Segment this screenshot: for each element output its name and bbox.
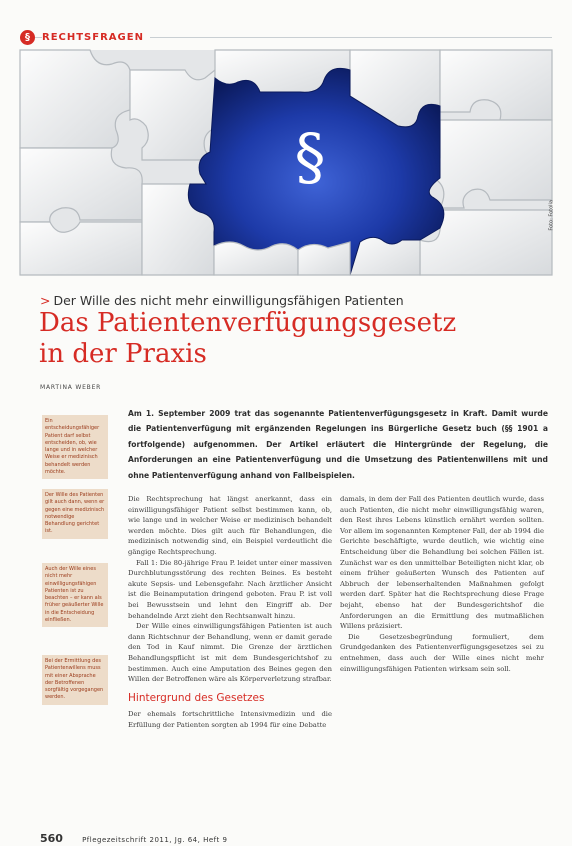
body-paragraph: Die Gesetzesbegründung formuliert, dem Grundgedanken des Patientenverfügungsgesetzes sei zu entnehmen, dass auch der Wille eines nicht mehr einwilligungsfähigen Patienten wirksam sein soll. xyxy=(340,632,544,673)
hero-image xyxy=(20,50,555,275)
body-column-left xyxy=(128,494,332,730)
section-header xyxy=(20,30,552,46)
puzzle-pieces-bottom xyxy=(214,242,350,275)
kicker-arrow-icon: > xyxy=(40,293,51,308)
body-paragraph: Die Rechtsprechung hat längst anerkannt, dass ein einwilligungsfähiger Patient selbst bestimmen kann, ob, wie lange und in welcher Weise er medizinisch behandelt werden möchte. Dies gilt auch für Behandlungen, die medizinisch notwendig sind, ein Beispiel verdeutlicht die gängige Rechtsprechung. xyxy=(128,495,332,556)
article-title-line-1: Das Patientenverfügungsgesetz xyxy=(39,308,457,338)
kicker-text: Der Wille des nicht mehr einwilligungsfähigen Patienten xyxy=(53,293,404,308)
body-paragraph: damals, in dem der Fall des Patienten deutlich wurde, dass auch Patienten, die nicht mehr einwilligungsfähig waren, den Rest ihres Lebens künstlich ernährt werden sollten. Vor allem im sogenannten Kemptener Fall, der ab 1994 die Gerichte beschäftigte, wurde deutlich, wie wichtig eine Entscheidung über die Behandlung bei solchen Fällen ist. Zunächst war es den unmittelbar Beteiligten nicht klar, ob einem früher geäußerten Wunsch des Patienten auf Abbruch der lebenserhaltenden Maßnahmen gefolgt werden darf. Später hat die Rechtsprechung diese Frage bejaht, ebenso hat der Bundesgerichtshof die Anforderungen an die Ermittlung des mutmaßlichen Willens präzisiert. xyxy=(340,495,544,631)
article-title xyxy=(39,308,519,370)
side-note: Ein entscheidungsfähiger Patient darf selbst entscheiden, ob, wie lange und in welcher Weise er medizinisch behandelt werden möchte. xyxy=(42,415,108,479)
author: MARTINA WEBER xyxy=(40,384,102,391)
body-paragraph: Fall 1: Die 80-jährige Frau P. leidet unter einer massiven Durchblutungsstörung des rechten Beines. Es besteht akute Sepsis- und Lebensgefahr. Nach ärztlicher Ansicht ist die Beinamputation dringend geboten. Frau P. ist voll bei Bewusstsein und lehnt den Eingriff ab. Der behandelnde Arzt zieht den Rechtsanwalt hinzu. xyxy=(128,558,332,620)
puzzle-illustration xyxy=(20,50,552,275)
section-label: RECHTSFRAGEN xyxy=(42,31,150,45)
section-heading: Hintergrund des Gesetzes xyxy=(128,691,265,704)
journal-reference: Pflegezeitschrift 2011, Jg. 64, Heft 9 xyxy=(82,836,228,844)
body-paragraph: Der Wille eines einwilligungsfähigen Patienten ist auch dann Richtschnur der Behandlung, wenn er damit gerade den Tod in Kauf nimmt. Die Grenze der ärztlichen Behandlungspflicht ist mit dem Bundesgerichtshof zu bestimmen. Auch eine Amputation des Beines gegen den Willen der Betroffenen wäre als Körperverletzung strafbar. xyxy=(128,622,332,684)
sidebar-notes xyxy=(42,415,108,815)
side-note: Auch der Wille eines nicht mehr einwilligungsfähigen Patienten ist zu beachten – er kann als früher geäußerter Wille in die Entscheidung einfließen. xyxy=(42,563,108,627)
section-sign-glyph: § xyxy=(294,120,326,194)
body-column-right xyxy=(340,494,544,674)
kicker xyxy=(40,293,404,308)
article-intro: Am 1. September 2009 trat das sogenannte Patientenverfügungsgesetz in Kraft. Damit wurde die Patientenverfügung mit ergänzenden Regelungen ins Bürgerliche Gesetz buch (§§ 1901 a fortfolgende) aufgenommen. Der Artikel erläutert die Hintergründe der Regelung, die Anforderungen an eine Patientenverfügung und die Umsetzung des Patientenwillens mit und ohne Patientenverfügung anhand von Fallbeispielen. xyxy=(128,409,548,480)
side-note: Der Wille des Patienten gilt auch dann, wenn er gegen eine medizinisch notwendige Behandlung gerichtet ist. xyxy=(42,489,108,539)
article-title-line-2: in der Praxis xyxy=(39,339,207,369)
body-paragraph: Der ehemals fortschrittliche Intensivmedizin und die Erfüllung der Patienten sorgten ab 1994 für eine Debatte xyxy=(128,710,332,729)
page-footer xyxy=(40,827,227,846)
paragraph-logo-icon: § xyxy=(20,30,35,45)
side-note: Bei der Ermittlung des Patientenwillens muss mit einer Absprache der Betroffenen sorgfältig vorgegangen werden. xyxy=(42,655,108,705)
photo-credit: Foto: Fotolia xyxy=(549,200,555,231)
page-number: 560 xyxy=(40,832,63,845)
